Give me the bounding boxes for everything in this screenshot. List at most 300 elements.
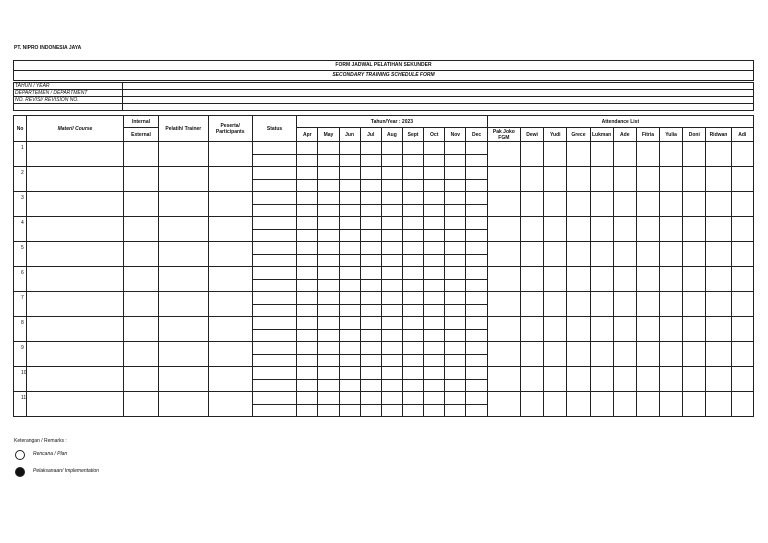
info-value[interactable] [123,90,754,97]
month-cell[interactable] [466,242,487,255]
month-cell[interactable] [466,230,487,242]
month-cell[interactable] [445,292,466,305]
month-cell[interactable] [297,292,318,305]
attendance-cell[interactable] [613,142,636,167]
month-cell[interactable] [424,142,445,155]
status-cell[interactable] [252,280,296,292]
attendance-cell[interactable] [544,342,567,367]
attendance-cell[interactable] [567,242,590,267]
status-cell[interactable] [252,355,296,367]
month-cell[interactable] [297,342,318,355]
month-cell[interactable] [339,355,360,367]
month-cell[interactable] [445,392,466,405]
month-cell[interactable] [381,292,402,305]
attendance-cell[interactable] [590,267,613,292]
participants-cell[interactable] [208,217,252,242]
status-cell[interactable] [252,242,296,255]
month-cell[interactable] [297,180,318,192]
month-cell[interactable] [381,392,402,405]
month-cell[interactable] [360,267,381,280]
attendance-cell[interactable] [590,392,613,417]
attendance-cell[interactable] [683,342,706,367]
attendance-cell[interactable] [487,292,520,317]
status-cell[interactable] [252,205,296,217]
attendance-cell[interactable] [660,192,683,217]
attendance-cell[interactable] [487,317,520,342]
trainer-cell[interactable] [159,317,208,342]
month-cell[interactable] [360,142,381,155]
month-cell[interactable] [318,192,339,205]
month-cell[interactable] [360,292,381,305]
attendance-cell[interactable] [520,242,543,267]
month-cell[interactable] [339,142,360,155]
month-cell[interactable] [318,330,339,342]
month-cell[interactable] [381,317,402,330]
month-cell[interactable] [360,205,381,217]
attendance-cell[interactable] [520,142,543,167]
trainer-cell[interactable] [159,292,208,317]
attendance-cell[interactable] [544,142,567,167]
month-cell[interactable] [424,255,445,267]
attendance-cell[interactable] [544,242,567,267]
month-cell[interactable] [297,405,318,417]
participants-cell[interactable] [208,367,252,392]
participants-cell[interactable] [208,317,252,342]
month-cell[interactable] [360,255,381,267]
month-cell[interactable] [360,192,381,205]
month-cell[interactable] [297,392,318,405]
attendance-cell[interactable] [683,367,706,392]
attendance-cell[interactable] [590,367,613,392]
participants-cell[interactable] [208,192,252,217]
month-cell[interactable] [297,230,318,242]
month-cell[interactable] [297,255,318,267]
attendance-cell[interactable] [544,217,567,242]
month-cell[interactable] [297,242,318,255]
internal-external-cell[interactable] [123,392,158,417]
month-cell[interactable] [402,355,423,367]
month-cell[interactable] [445,267,466,280]
course-cell[interactable] [27,192,124,217]
attendance-cell[interactable] [487,367,520,392]
attendance-cell[interactable] [660,392,683,417]
month-cell[interactable] [318,230,339,242]
course-cell[interactable] [27,142,124,167]
month-cell[interactable] [297,367,318,380]
month-cell[interactable] [402,317,423,330]
course-cell[interactable] [27,217,124,242]
attendance-cell[interactable] [706,142,731,167]
month-cell[interactable] [360,167,381,180]
status-cell[interactable] [252,330,296,342]
info-value[interactable] [123,104,754,111]
internal-external-cell[interactable] [123,142,158,167]
month-cell[interactable] [424,392,445,405]
internal-external-cell[interactable] [123,192,158,217]
participants-cell[interactable] [208,342,252,367]
month-cell[interactable] [360,317,381,330]
attendance-cell[interactable] [683,242,706,267]
month-cell[interactable] [424,317,445,330]
attendance-cell[interactable] [567,267,590,292]
attendance-cell[interactable] [520,267,543,292]
month-cell[interactable] [381,180,402,192]
internal-external-cell[interactable] [123,167,158,192]
month-cell[interactable] [360,405,381,417]
attendance-cell[interactable] [660,242,683,267]
attendance-cell[interactable] [613,342,636,367]
month-cell[interactable] [445,192,466,205]
month-cell[interactable] [445,367,466,380]
month-cell[interactable] [402,155,423,167]
trainer-cell[interactable] [159,392,208,417]
month-cell[interactable] [445,217,466,230]
month-cell[interactable] [445,330,466,342]
internal-external-cell[interactable] [123,242,158,267]
month-cell[interactable] [318,167,339,180]
internal-external-cell[interactable] [123,217,158,242]
month-cell[interactable] [381,205,402,217]
month-cell[interactable] [424,155,445,167]
month-cell[interactable] [402,330,423,342]
attendance-cell[interactable] [731,192,753,217]
trainer-cell[interactable] [159,267,208,292]
month-cell[interactable] [297,380,318,392]
attendance-cell[interactable] [613,392,636,417]
attendance-cell[interactable] [731,292,753,317]
status-cell[interactable] [252,405,296,417]
month-cell[interactable] [339,305,360,317]
month-cell[interactable] [402,292,423,305]
attendance-cell[interactable] [590,317,613,342]
month-cell[interactable] [466,255,487,267]
attendance-cell[interactable] [636,267,659,292]
attendance-cell[interactable] [590,342,613,367]
month-cell[interactable] [445,355,466,367]
month-cell[interactable] [360,180,381,192]
internal-external-cell[interactable] [123,367,158,392]
attendance-cell[interactable] [731,167,753,192]
month-cell[interactable] [424,330,445,342]
month-cell[interactable] [402,305,423,317]
month-cell[interactable] [424,405,445,417]
attendance-cell[interactable] [567,292,590,317]
attendance-cell[interactable] [731,217,753,242]
month-cell[interactable] [318,392,339,405]
month-cell[interactable] [424,305,445,317]
course-cell[interactable] [27,367,124,392]
month-cell[interactable] [445,305,466,317]
month-cell[interactable] [466,205,487,217]
month-cell[interactable] [360,380,381,392]
attendance-cell[interactable] [706,217,731,242]
status-cell[interactable] [252,192,296,205]
month-cell[interactable] [297,317,318,330]
attendance-cell[interactable] [636,292,659,317]
attendance-cell[interactable] [590,167,613,192]
month-cell[interactable] [424,280,445,292]
month-cell[interactable] [402,255,423,267]
month-cell[interactable] [402,392,423,405]
course-cell[interactable] [27,292,124,317]
month-cell[interactable] [466,367,487,380]
month-cell[interactable] [466,292,487,305]
month-cell[interactable] [318,305,339,317]
month-cell[interactable] [339,330,360,342]
attendance-cell[interactable] [706,242,731,267]
month-cell[interactable] [339,242,360,255]
month-cell[interactable] [318,317,339,330]
month-cell[interactable] [360,342,381,355]
attendance-cell[interactable] [731,142,753,167]
month-cell[interactable] [339,192,360,205]
attendance-cell[interactable] [731,392,753,417]
attendance-cell[interactable] [683,217,706,242]
attendance-cell[interactable] [487,267,520,292]
attendance-cell[interactable] [613,267,636,292]
participants-cell[interactable] [208,292,252,317]
month-cell[interactable] [424,355,445,367]
month-cell[interactable] [402,180,423,192]
course-cell[interactable] [27,342,124,367]
attendance-cell[interactable] [567,192,590,217]
month-cell[interactable] [466,317,487,330]
month-cell[interactable] [402,342,423,355]
month-cell[interactable] [297,280,318,292]
attendance-cell[interactable] [683,267,706,292]
month-cell[interactable] [297,142,318,155]
month-cell[interactable] [445,405,466,417]
month-cell[interactable] [445,167,466,180]
attendance-cell[interactable] [613,242,636,267]
attendance-cell[interactable] [660,317,683,342]
attendance-cell[interactable] [706,167,731,192]
month-cell[interactable] [381,267,402,280]
month-cell[interactable] [360,367,381,380]
month-cell[interactable] [318,255,339,267]
month-cell[interactable] [445,380,466,392]
status-cell[interactable] [252,317,296,330]
internal-external-cell[interactable] [123,317,158,342]
month-cell[interactable] [297,167,318,180]
attendance-cell[interactable] [683,292,706,317]
attendance-cell[interactable] [487,192,520,217]
month-cell[interactable] [381,342,402,355]
month-cell[interactable] [381,355,402,367]
attendance-cell[interactable] [706,192,731,217]
course-cell[interactable] [27,242,124,267]
month-cell[interactable] [339,155,360,167]
month-cell[interactable] [339,217,360,230]
month-cell[interactable] [297,155,318,167]
attendance-cell[interactable] [590,242,613,267]
month-cell[interactable] [339,267,360,280]
month-cell[interactable] [445,142,466,155]
month-cell[interactable] [402,280,423,292]
attendance-cell[interactable] [544,392,567,417]
month-cell[interactable] [318,292,339,305]
attendance-cell[interactable] [613,167,636,192]
course-cell[interactable] [27,317,124,342]
attendance-cell[interactable] [487,242,520,267]
status-cell[interactable] [252,380,296,392]
attendance-cell[interactable] [706,292,731,317]
month-cell[interactable] [402,192,423,205]
attendance-cell[interactable] [567,392,590,417]
month-cell[interactable] [381,280,402,292]
month-cell[interactable] [318,380,339,392]
attendance-cell[interactable] [544,292,567,317]
attendance-cell[interactable] [590,142,613,167]
month-cell[interactable] [339,280,360,292]
month-cell[interactable] [466,342,487,355]
trainer-cell[interactable] [159,367,208,392]
month-cell[interactable] [424,230,445,242]
month-cell[interactable] [445,242,466,255]
month-cell[interactable] [445,205,466,217]
month-cell[interactable] [339,292,360,305]
month-cell[interactable] [445,255,466,267]
month-cell[interactable] [360,217,381,230]
status-cell[interactable] [252,342,296,355]
month-cell[interactable] [381,142,402,155]
attendance-cell[interactable] [613,192,636,217]
info-value[interactable] [123,97,754,104]
month-cell[interactable] [318,242,339,255]
month-cell[interactable] [402,230,423,242]
month-cell[interactable] [445,230,466,242]
status-cell[interactable] [252,267,296,280]
month-cell[interactable] [318,367,339,380]
month-cell[interactable] [424,167,445,180]
participants-cell[interactable] [208,242,252,267]
month-cell[interactable] [381,155,402,167]
attendance-cell[interactable] [706,342,731,367]
month-cell[interactable] [402,167,423,180]
attendance-cell[interactable] [544,367,567,392]
month-cell[interactable] [381,192,402,205]
month-cell[interactable] [466,217,487,230]
month-cell[interactable] [466,180,487,192]
month-cell[interactable] [297,267,318,280]
attendance-cell[interactable] [636,192,659,217]
month-cell[interactable] [297,330,318,342]
month-cell[interactable] [381,305,402,317]
month-cell[interactable] [360,242,381,255]
month-cell[interactable] [424,342,445,355]
month-cell[interactable] [339,180,360,192]
month-cell[interactable] [339,317,360,330]
attendance-cell[interactable] [520,367,543,392]
month-cell[interactable] [445,155,466,167]
status-cell[interactable] [252,217,296,230]
internal-external-cell[interactable] [123,292,158,317]
month-cell[interactable] [381,380,402,392]
month-cell[interactable] [381,330,402,342]
month-cell[interactable] [381,230,402,242]
trainer-cell[interactable] [159,142,208,167]
attendance-cell[interactable] [590,292,613,317]
attendance-cell[interactable] [660,167,683,192]
month-cell[interactable] [318,342,339,355]
attendance-cell[interactable] [683,317,706,342]
month-cell[interactable] [466,330,487,342]
attendance-cell[interactable] [544,317,567,342]
month-cell[interactable] [466,305,487,317]
attendance-cell[interactable] [487,217,520,242]
attendance-cell[interactable] [660,367,683,392]
attendance-cell[interactable] [706,317,731,342]
month-cell[interactable] [318,155,339,167]
attendance-cell[interactable] [544,267,567,292]
month-cell[interactable] [339,367,360,380]
month-cell[interactable] [381,405,402,417]
attendance-cell[interactable] [706,267,731,292]
month-cell[interactable] [402,217,423,230]
month-cell[interactable] [402,242,423,255]
month-cell[interactable] [297,192,318,205]
attendance-cell[interactable] [613,292,636,317]
status-cell[interactable] [252,305,296,317]
trainer-cell[interactable] [159,192,208,217]
status-cell[interactable] [252,155,296,167]
status-cell[interactable] [252,292,296,305]
month-cell[interactable] [466,142,487,155]
attendance-cell[interactable] [706,392,731,417]
month-cell[interactable] [297,355,318,367]
month-cell[interactable] [297,205,318,217]
participants-cell[interactable] [208,267,252,292]
attendance-cell[interactable] [636,392,659,417]
attendance-cell[interactable] [567,142,590,167]
attendance-cell[interactable] [636,142,659,167]
month-cell[interactable] [318,405,339,417]
attendance-cell[interactable] [520,392,543,417]
attendance-cell[interactable] [660,292,683,317]
month-cell[interactable] [445,280,466,292]
participants-cell[interactable] [208,167,252,192]
month-cell[interactable] [424,267,445,280]
attendance-cell[interactable] [567,342,590,367]
month-cell[interactable] [466,155,487,167]
month-cell[interactable] [466,405,487,417]
attendance-cell[interactable] [520,292,543,317]
month-cell[interactable] [424,367,445,380]
month-cell[interactable] [381,167,402,180]
attendance-cell[interactable] [706,367,731,392]
attendance-cell[interactable] [520,317,543,342]
attendance-cell[interactable] [590,217,613,242]
month-cell[interactable] [318,355,339,367]
month-cell[interactable] [339,167,360,180]
month-cell[interactable] [339,405,360,417]
month-cell[interactable] [424,380,445,392]
month-cell[interactable] [445,317,466,330]
month-cell[interactable] [466,267,487,280]
month-cell[interactable] [318,280,339,292]
attendance-cell[interactable] [520,167,543,192]
trainer-cell[interactable] [159,217,208,242]
attendance-cell[interactable] [567,217,590,242]
attendance-cell[interactable] [683,192,706,217]
attendance-cell[interactable] [487,142,520,167]
month-cell[interactable] [424,205,445,217]
attendance-cell[interactable] [636,342,659,367]
attendance-cell[interactable] [660,142,683,167]
month-cell[interactable] [360,230,381,242]
attendance-cell[interactable] [567,317,590,342]
attendance-cell[interactable] [544,192,567,217]
